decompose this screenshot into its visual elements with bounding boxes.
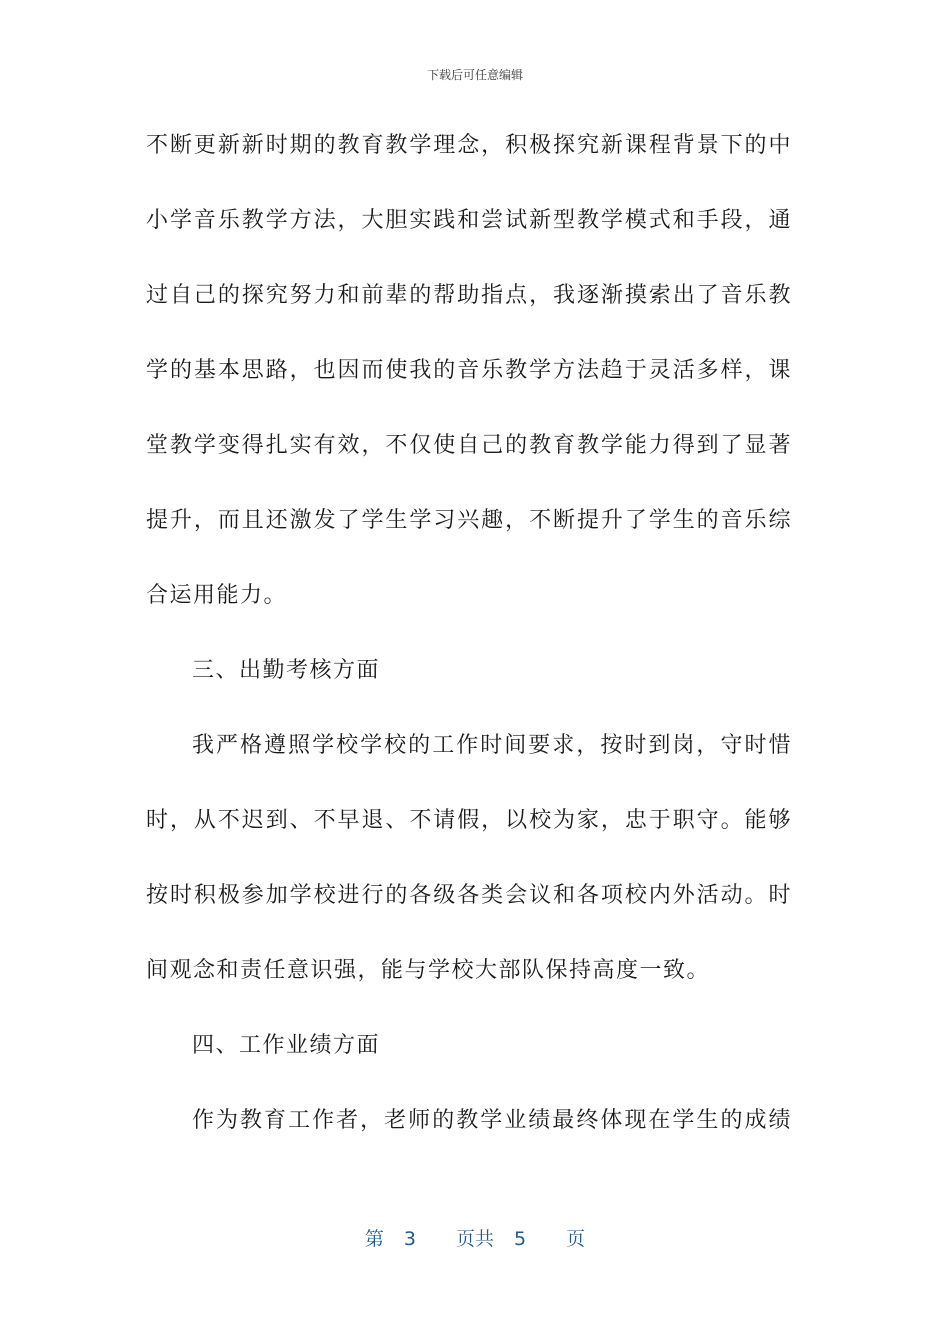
paragraph-line: 堂教学变得扎实有效，不仅使自己的教育教学能力得到了显著 [146, 433, 792, 458]
paragraph-line: 不断更新新时期的教育教学理念，积极探究新课程背景下的中 [146, 133, 792, 158]
paragraph-line: 小学音乐教学方法，大胆实践和尝试新型教学模式和手段，通 [146, 208, 792, 233]
paragraph-line: 我严格遵照学校学校的工作时间要求，按时到岗，守时惜 [192, 733, 792, 758]
paragraph-line: 提升，而且还激发了学生学习兴趣，不断提升了学生的音乐综 [146, 508, 792, 533]
total-pages-number: 5 [514, 1228, 527, 1250]
current-page-number: 3 [403, 1228, 416, 1250]
paragraph-line: 时，从不迟到、不早退、不请假，以校为家，忠于职守。能够 [146, 808, 792, 833]
paragraph-line: 学的基本思路，也因而使我的音乐教学方法趋于灵活多样，课 [146, 358, 792, 383]
paragraph-line: 作为教育工作者，老师的教学业绩最终体现在学生的成绩 [192, 1108, 792, 1133]
footer-suffix: 页 [566, 1228, 586, 1250]
section-heading-performance: 四、工作业绩方面 [192, 1033, 381, 1058]
footer-prefix: 第 [364, 1228, 384, 1250]
paragraph-line: 合运用能力。 [146, 583, 288, 608]
page-footer [0, 1224, 950, 1251]
footer-middle: 页共 [455, 1228, 494, 1250]
paragraph-line: 过自己的探究努力和前辈的帮助指点，我逐渐摸索出了音乐教 [146, 283, 792, 308]
section-heading-attendance: 三、出勤考核方面 [192, 658, 381, 683]
document-body [146, 108, 792, 1158]
paragraph-line: 按时积极参加学校进行的各级各类会议和各项校内外活动。时 [146, 883, 792, 908]
paragraph-line: 间观念和责任意识强，能与学校大部队保持高度一致。 [146, 958, 711, 983]
page-header: 下载后可任意编辑 [426, 68, 523, 82]
